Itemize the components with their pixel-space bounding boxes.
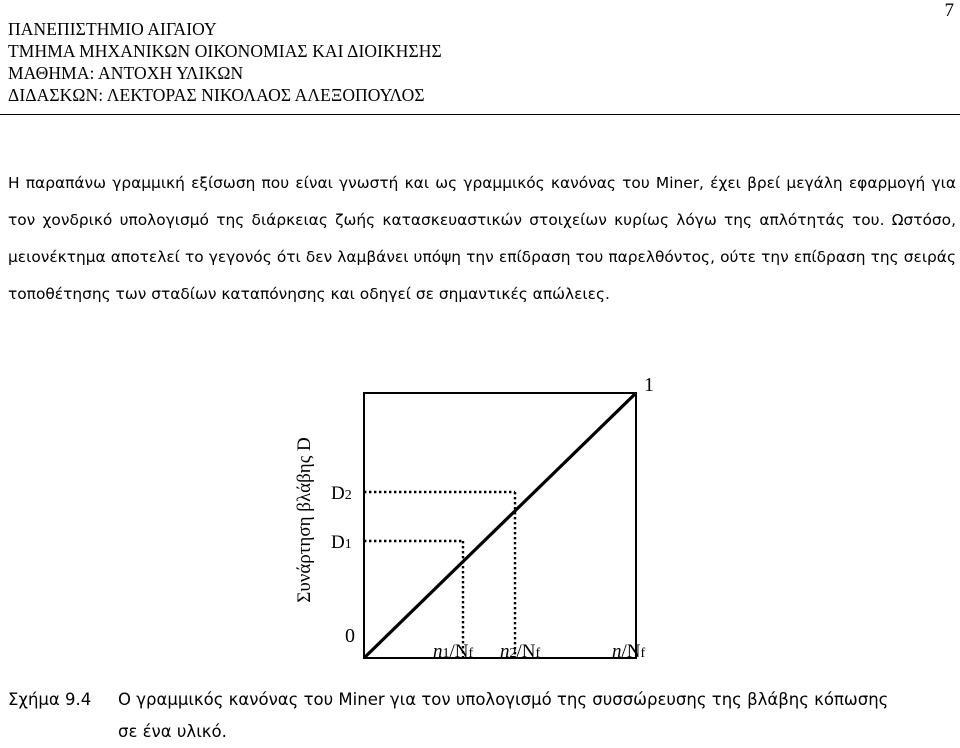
miner-rule-figure: [0, 360, 960, 670]
x2-label: n2/Nf: [500, 641, 541, 662]
header-instructor: ΔΙΔΑΣΚΩΝ: ΛΕΚΤΟΡΑΣ ΝΙΚΟΛΑΟΣ ΑΛΕΞΟΠΟΥΛΟΣ: [8, 85, 425, 105]
x1-label: n1/Nf: [433, 641, 474, 662]
body-paragraph: Η παραπάνω γραμμική εξίσωση που είναι γνωστή και ως γραμμικός κανόνας του Miner, έχει βρεί μεγάλη εφαρμογή για τον χονδρικό υπολογισμό της διάρκειας ζωής κατασκευαστικών στοιχείων κυρίως λόγω της απλότητάς του. Ωστόσο, μειονέκτημα αποτελεί το γεγονός ότι δεν λαμβάνει υπόψη την επίδραση του παρελθόντος, ούτε την επίδραση της σειράς τοποθέτησης των σταδίων καταπόνησης και οδηγεί σε σημαντικές απώλειες.: [8, 174, 956, 303]
caption-text-continued: σε ένα υλικό.: [118, 722, 227, 741]
page-number: 7: [944, 0, 954, 21]
header-department: ΤΜΗΜΑ ΜΗΧΑΝΙΚΩΝ ΟΙΚΟΝΟΜΙΑΣ ΚΑΙ ΔΙΟΙΚΗΣΗΣ: [8, 41, 442, 61]
y-axis-label: Συνάρτηση βλάβης D: [294, 437, 315, 603]
body-text: [8, 165, 956, 313]
miner-line: [364, 393, 636, 658]
x3-label: n/Nf: [612, 641, 646, 662]
figure-caption: [8, 684, 956, 748]
header-university: ΠΑΝΕΠΙΣΤΗΜΙΟ ΑΙΓΑΙΟΥ: [8, 19, 217, 39]
header-divider: [0, 114, 960, 115]
top-label: 1: [644, 374, 654, 396]
caption-label: Σχήμα 9.4: [8, 690, 92, 709]
origin-label: 0: [345, 625, 355, 647]
d1-label: D1: [331, 532, 352, 553]
header-course: ΜΑΘΗΜΑ: ΑΝΤΟΧΗ ΥΛΙΚΩΝ: [8, 63, 244, 83]
document-header: [8, 18, 442, 106]
caption-text: Ο γραμμικός κανόνας του Miner για τον υπολογισμό της συσσώρευσης της βλάβης κόπωσης: [118, 690, 889, 709]
d2-label: D2: [331, 483, 352, 504]
figure-svg: [0, 360, 960, 670]
